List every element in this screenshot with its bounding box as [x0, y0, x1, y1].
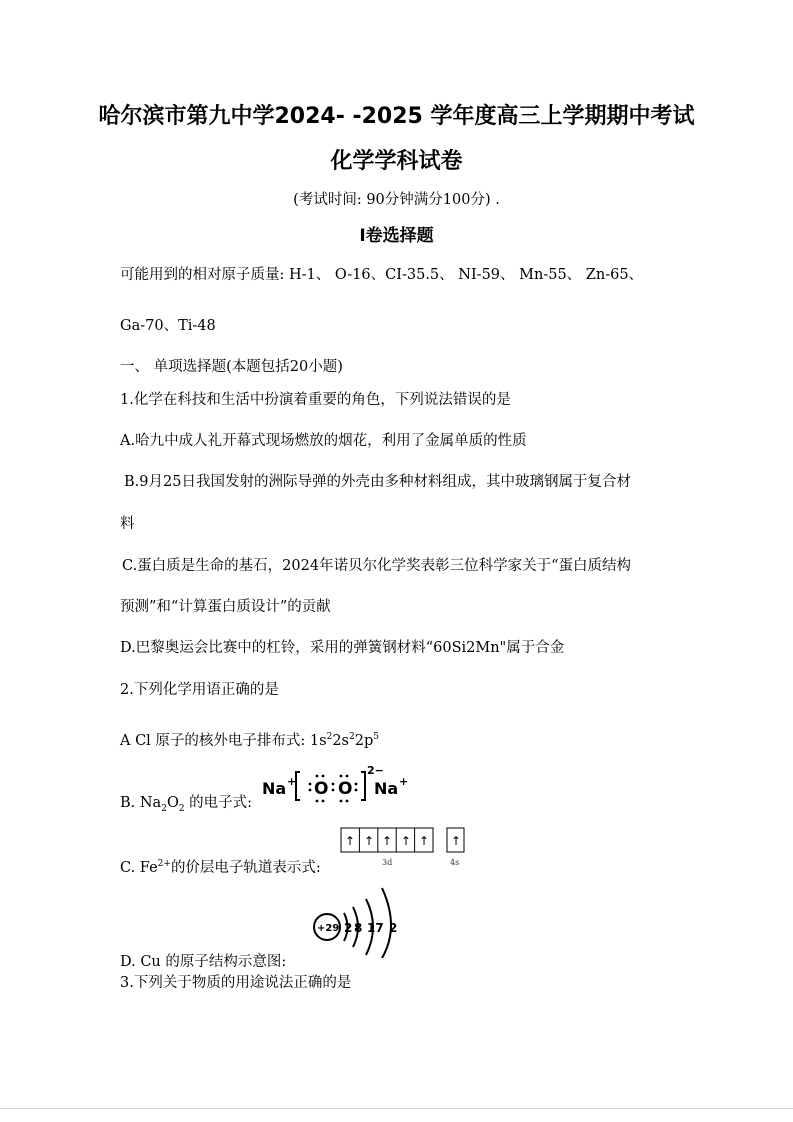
- exam-info: (考试时间: 90分钟满分100分) .: [293, 192, 500, 208]
- q2-a-sup3: 5: [373, 732, 379, 743]
- atomic-masses-line2: Ga-70、Ti-48: [120, 318, 216, 334]
- na-left-plus: +: [287, 775, 297, 788]
- q2-b-prefix: B. Na: [120, 795, 162, 811]
- na2o2-electron-formula: [258, 762, 418, 806]
- na-right: Na: [374, 779, 399, 798]
- q1-option-c-line1: C.蛋白质是生命的基石，2024年诺贝尔化学奖表彰三位科学家关于“蛋白质结构: [122, 558, 631, 574]
- fe2-orbital-diagram: [338, 826, 468, 870]
- q2-c-suffix: 的价层电子轨道表示式:: [170, 860, 321, 876]
- q2-b-sub1: 2: [161, 803, 167, 814]
- electron-3d-2: ↑: [364, 834, 375, 848]
- q2-stem: 2.下列化学用语正确的是: [120, 682, 279, 698]
- q2-a-prefix: A Cl 原子的核外电子排布式: 1s: [120, 733, 327, 749]
- shell-count-4: 2: [389, 921, 398, 935]
- q1-stem: 1.化学在科技和生活中扮演着重要的角色，下列说法错误的是: [120, 392, 511, 408]
- bracket-left: [296, 772, 300, 800]
- q2-c-prefix: C. Fe: [120, 860, 158, 876]
- oxygen-2: O: [338, 779, 353, 799]
- electron-3d-3: ↑: [382, 834, 393, 848]
- label-3d: 3d: [382, 858, 393, 867]
- q1-option-d: D.巴黎奥运会比赛中的杠铃，采用的弹簧钢材料“60Si2Mn"属于合金: [120, 640, 565, 656]
- q1-option-b-line1: B.9月25日我国发射的洲际导弹的外壳由多种材料组成，其中玻璃钢属于复合材: [124, 474, 631, 490]
- atomic-masses-line1: 可能用到的相对原子质量: H-1、 O-16、CI-35.5、 NI-59、 Mn-55、 Zn-65、: [120, 267, 644, 283]
- label-4s: 4s: [450, 858, 460, 867]
- oxygen-1: O: [314, 779, 329, 799]
- bracket-right: [361, 772, 365, 800]
- exam-title-line2: 化学学科试卷: [330, 149, 463, 174]
- shell-count-1: 2: [344, 921, 353, 935]
- part1-heading: 一、 单项选择题(本题包括20小题): [120, 359, 343, 375]
- q2-a-mid1: 2s: [332, 733, 349, 749]
- nucleus-charge: +29: [317, 923, 340, 934]
- electron-4s-1: ↑: [451, 834, 462, 848]
- charge-2minus: 2−: [367, 764, 384, 777]
- q1-option-a: A.哈九中成人礼开幕式现场燃放的烟花，利用了金属单质的性质: [120, 433, 527, 449]
- q2-option-c: [120, 858, 321, 878]
- q2-option-b: [120, 793, 252, 813]
- na-right-plus: +: [399, 775, 409, 788]
- section-title: I卷选择题: [359, 226, 434, 246]
- electron-3d-4: ↑: [401, 834, 412, 848]
- q2-a-sup2: 2: [349, 732, 355, 743]
- q2-a-mid2: 2p: [354, 733, 374, 749]
- na-left: Na: [262, 779, 287, 798]
- electron-3d-5: ↑: [419, 834, 430, 848]
- q2-b-suffix: 的电子式:: [184, 795, 253, 811]
- q3-stem: 3.下列关于物质的用途说法正确的是: [120, 975, 352, 991]
- cu-atomic-structure-diagram: [310, 884, 410, 958]
- q2-b-sub2: 2: [178, 803, 185, 814]
- q2-option-d: D. Cu 的原子结构示意图:: [120, 954, 287, 970]
- q2-b-o: O: [166, 795, 179, 811]
- exam-title-line1: 哈尔滨市第九中学2024- -2025 学年度高三上学期期中考试: [98, 104, 695, 129]
- q2-c-sup: 2+: [157, 859, 171, 870]
- shell-count-2: 8: [354, 921, 363, 935]
- electron-3d-1: ↑: [345, 834, 356, 848]
- q1-option-c-line2: 预测”和“计算蛋白质设计”的贡献: [120, 599, 331, 615]
- q2-a-sup1: 2: [326, 732, 333, 743]
- shell-count-3: 17: [367, 921, 384, 935]
- page-bottom-divider: [0, 1108, 793, 1109]
- q2-option-a: [120, 731, 379, 751]
- q1-option-b-line2: 料: [120, 516, 135, 532]
